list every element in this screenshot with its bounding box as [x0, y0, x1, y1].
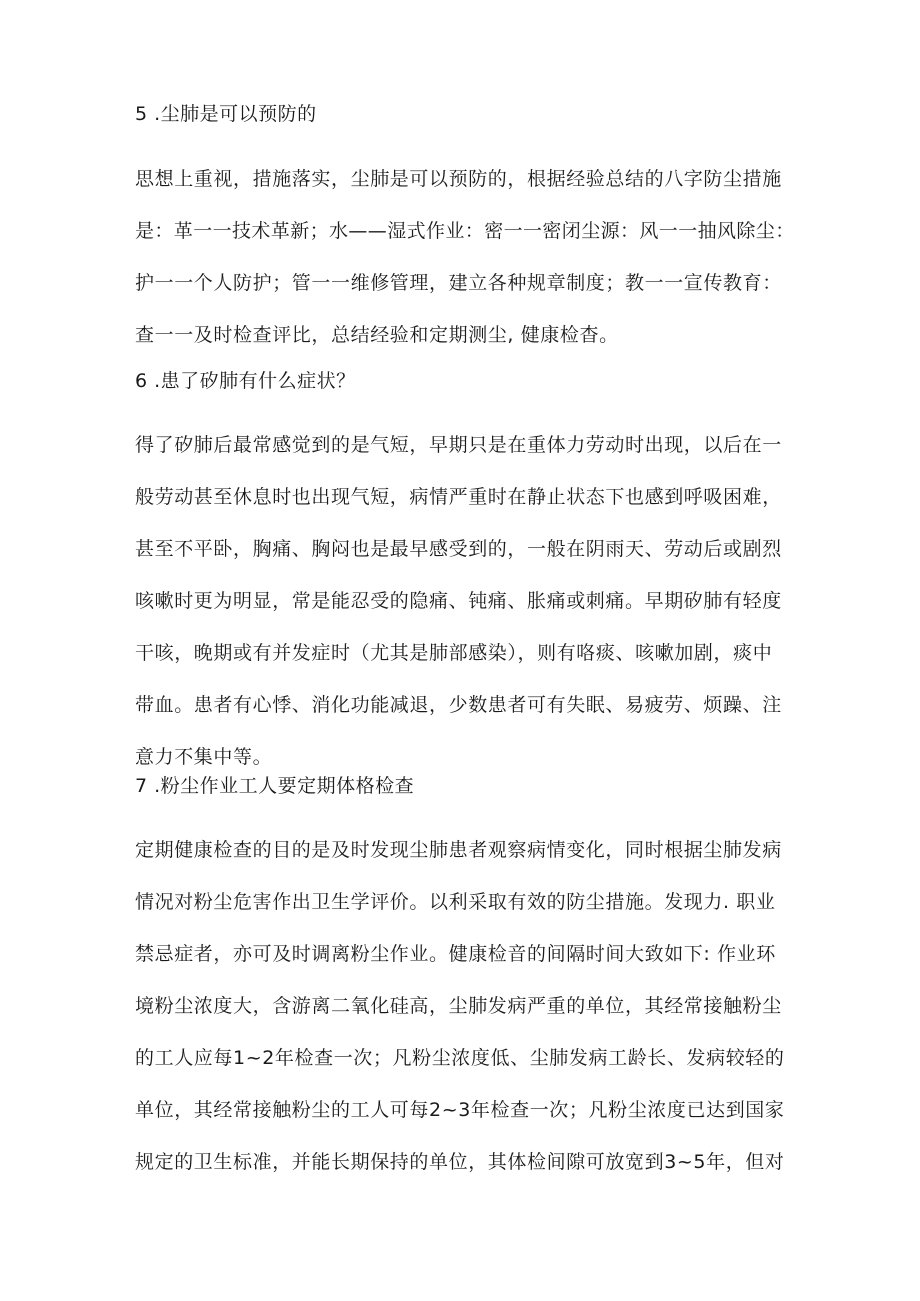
paragraph-line: 咳嗽时更为明显，常是能忍受的隐痛、钝痛、胀痛或刺痛。早期矽肺有轻度: [135, 590, 782, 612]
paragraph-line: 单位，其经常接触粉尘的工人可每2~3年检查一次；凡粉尘浓度已达到国家: [135, 1099, 785, 1121]
section-heading: 7 .粉尘作业工人要定期体格检查: [135, 775, 415, 797]
paragraph-line: 查一一及时检查评比，总结经验和定期测尘, 健康检杳。: [135, 324, 619, 346]
paragraph-line: 情况对粉尘危害作出卫生学评价。以利采取有效的防尘措施。发现力. 职业: [135, 891, 776, 913]
paragraph-line: 干咳，晚期或有并发症时（尤其是肺部感染），则有咯痰、咳嗽加剧，痰中: [135, 642, 773, 664]
paragraph-line: 定期健康检查的目的是及时发现尘肺患者观察病情变化，同时根据尘肺发病: [135, 839, 782, 861]
paragraph-line: 得了矽肺后最常感觉到的是气短，早期只是在重体力劳动时出现，以后在一: [135, 434, 782, 456]
section-heading: 5 .尘肺是可以预防的: [135, 103, 317, 125]
paragraph-line: 的工人应每1~2年检查一次；凡粉尘浓度低、尘肺发病工龄长、发病较轻的: [135, 1047, 785, 1069]
paragraph-line: 甚至不平卧，胸痛、胸闷也是最早感受到的，一般在阴雨天、劳动后或剧烈: [135, 538, 782, 560]
paragraph-line: 护一一个人防护；管一一维修管理，建立各种规章制度；教一一宣传教育：: [135, 272, 782, 294]
paragraph-line: 境粉尘浓度大，含游离二氧化硅高，尘肺发病严重的单位，其经常接触粉尘: [135, 995, 782, 1017]
paragraph-line: 禁忌症者，亦可及时调离粉尘作业。健康检音的间隔时间大致如下: 作业环: [135, 943, 776, 965]
paragraph-line: 带血。患者有心悸、消化功能减退，少数患者可有失眠、易疲劳、烦躁、注: [135, 694, 782, 716]
paragraph-line: 意力不集中等。: [135, 746, 273, 768]
paragraph-line: 规定的卫生标准，并能长期保持的单位，其体检间隙可放宽到3~5年，但对: [135, 1151, 785, 1173]
paragraph-line: 思想上重视，措施落实，尘肺是可以预防的，根据经验总结的八字防尘措施: [135, 168, 782, 190]
paragraph-line: 般劳动甚至休息时也出现气短，病情严重时在静止状态下也感到呼吸困难，: [135, 486, 782, 508]
section-heading: 6 .患了矽肺有什么症状？: [135, 370, 356, 392]
paragraph-line: 是：革一一技术革新；水——湿式作业：密一一密闭尘源：风一一抽风除尘：: [135, 220, 795, 242]
